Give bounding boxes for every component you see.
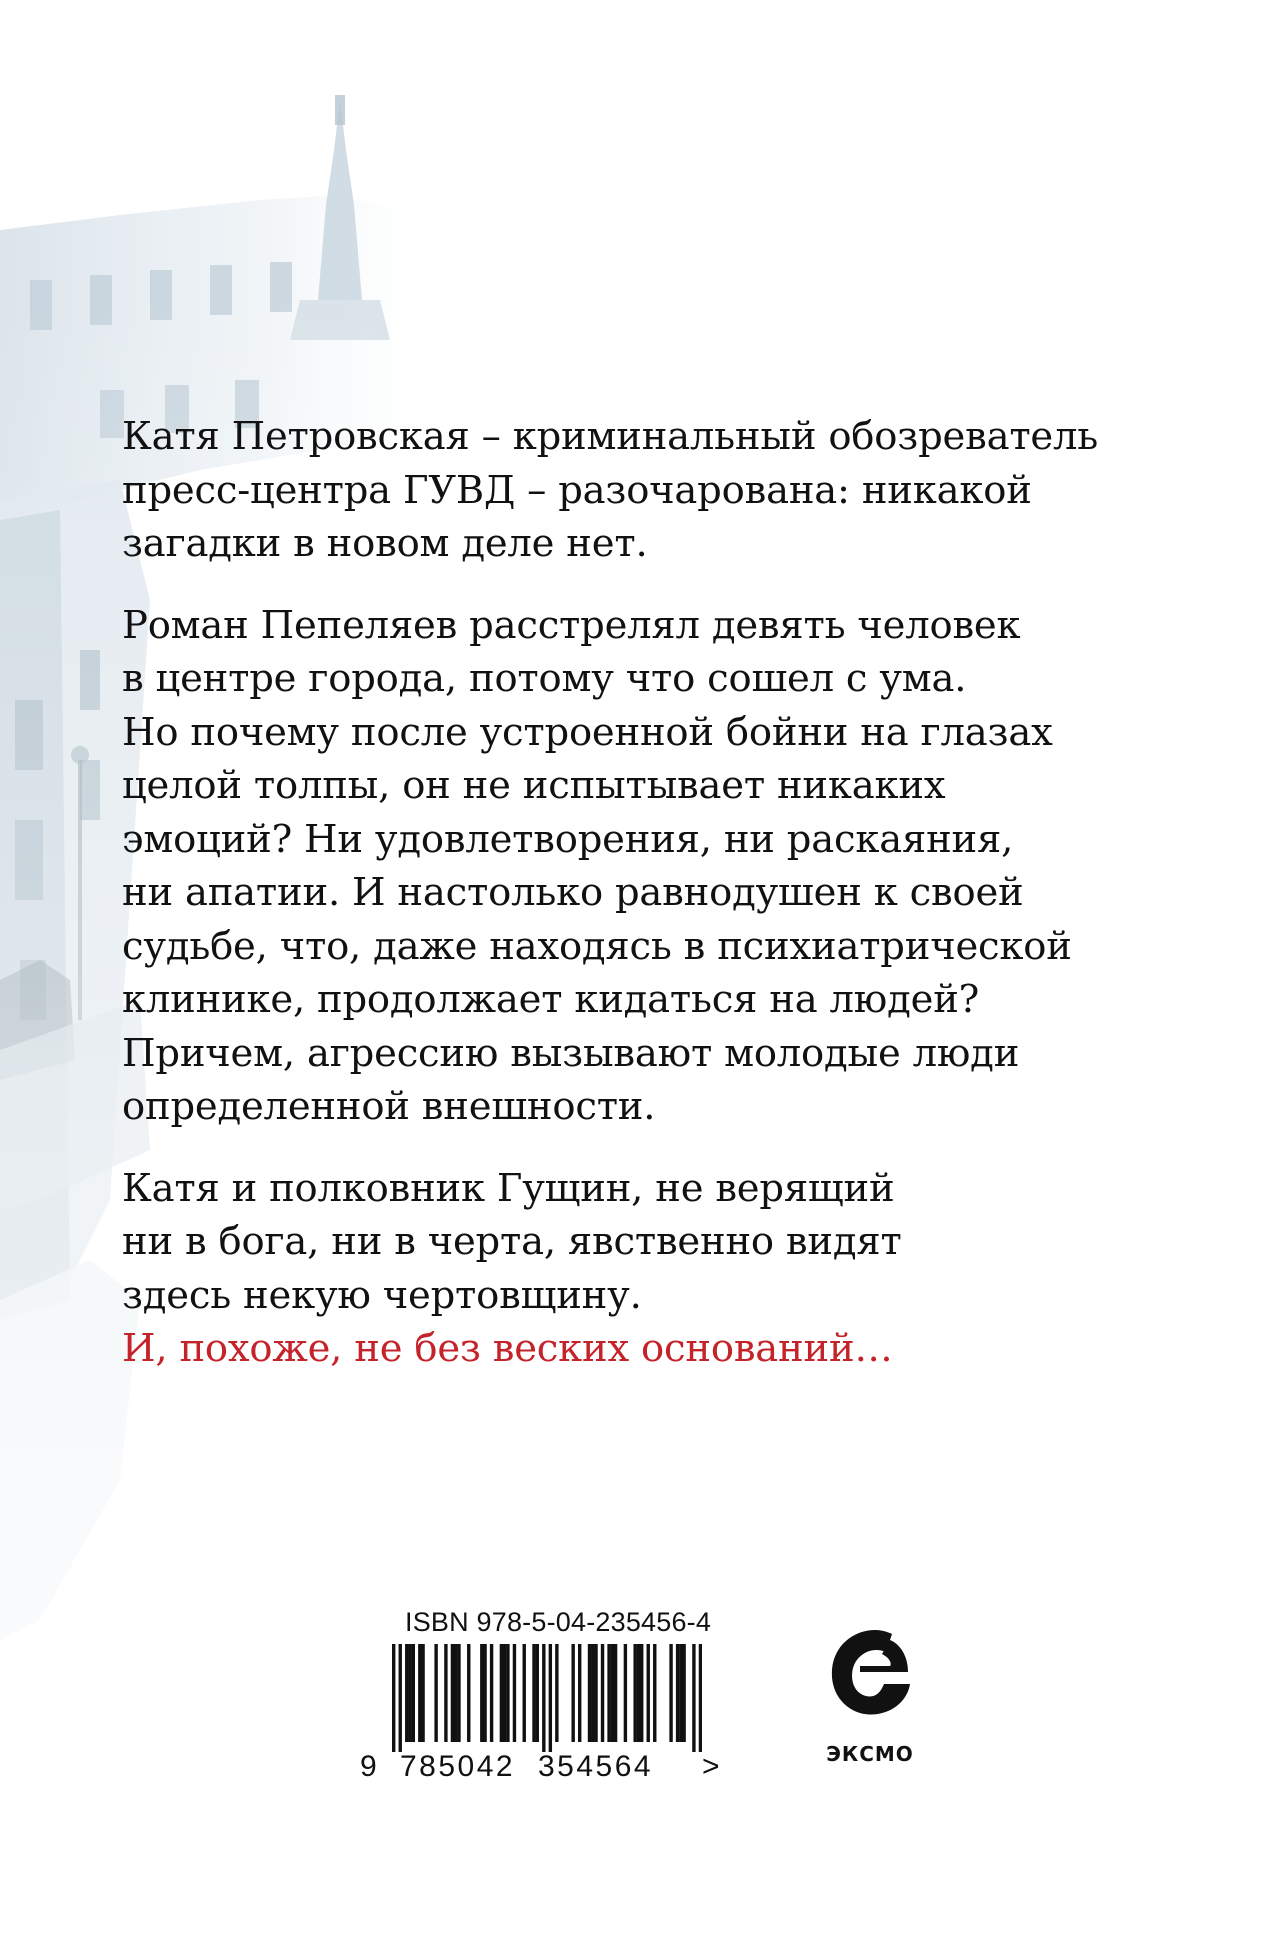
barcode-bar <box>444 1644 447 1742</box>
blurb-text <box>122 410 1162 1404</box>
barcode-bar <box>594 1644 597 1742</box>
barcode-bar <box>421 1644 424 1742</box>
barcode-bar <box>555 1644 558 1742</box>
blurb-line: целой толпы, он не испытывает никаких <box>122 763 946 808</box>
barcode-bar <box>633 1644 636 1742</box>
barcode-bar <box>480 1644 483 1742</box>
barcode-bar <box>607 1644 610 1742</box>
barcode-bar <box>692 1644 695 1752</box>
blurb-line: Роман Пепеляев расстрелял девять человек <box>122 602 1021 648</box>
barcode-bar <box>549 1644 552 1752</box>
barcode-bar <box>392 1644 395 1752</box>
blurb-paragraph-2 <box>122 599 1162 1134</box>
barcode-right-digits: 354564 <box>538 1750 654 1783</box>
blurb-paragraph-3 <box>122 1162 1162 1376</box>
barcode-bar <box>513 1644 516 1742</box>
blurb-line: эмоций? Ни удовлетворения, ни раскаяния, <box>122 816 1014 862</box>
barcode-bar <box>405 1644 408 1742</box>
barcode-bar <box>640 1644 643 1742</box>
barcode-bar <box>451 1644 454 1742</box>
publisher-name: ЭКСМО <box>826 1742 914 1766</box>
barcode-bar <box>412 1644 415 1742</box>
blurb-line: Катя и полковник Гущин, не верящий <box>122 1165 895 1211</box>
barcode-quiet-zone-mark: > <box>702 1750 720 1783</box>
barcode-bar <box>434 1644 437 1742</box>
barcode-bar <box>503 1644 506 1742</box>
blurb-line: Причем, агрессию вызывают молодые люди <box>122 1030 1020 1076</box>
blurb-line: Но почему после устроенной бойни на глазах <box>122 709 1053 755</box>
barcode-bar <box>536 1644 539 1742</box>
blurb-line: ни в бога, ни в черта, явственно видят <box>122 1219 902 1264</box>
barcode-bar <box>614 1644 617 1742</box>
barcode-bar <box>699 1644 702 1752</box>
barcode-bar <box>418 1644 421 1742</box>
barcode-bar <box>500 1644 503 1742</box>
blurb-line: Катя Петровская – криминальный обозреватель <box>122 414 1099 459</box>
barcode-bar <box>611 1644 614 1742</box>
barcode-first-digit: 9 <box>360 1750 377 1783</box>
barcode-bar <box>676 1644 679 1742</box>
barcode-bar <box>454 1644 457 1742</box>
barcode-bar <box>601 1644 604 1742</box>
isbn-label: ISBN 978-5-04-235456-4 <box>405 1607 712 1637</box>
barcode-left-digits: 785042 <box>400 1750 516 1783</box>
barcode-bar <box>591 1644 594 1742</box>
blurb-accent-line: И, похоже, не без веских оснований… <box>122 1326 893 1371</box>
barcode-bar <box>542 1644 545 1752</box>
blurb-line: определенной внешности. <box>122 1084 656 1129</box>
barcode-bar <box>483 1644 486 1742</box>
barcode-bar <box>523 1644 526 1742</box>
barcode-bar <box>588 1644 591 1742</box>
barcode-bar <box>653 1644 656 1742</box>
barcode-bar <box>467 1644 470 1742</box>
barcode-bar <box>457 1644 460 1742</box>
blurb-line: загадки в новом деле нет. <box>122 521 648 566</box>
eksmo-logo-icon <box>820 1620 920 1740</box>
barcode-bar <box>679 1644 682 1742</box>
blurb-line: ни апатии. И настолько равнодушен к своей <box>122 870 1024 915</box>
barcode-bar <box>669 1644 672 1742</box>
barcode-bar <box>532 1644 535 1742</box>
barcode-bar <box>408 1644 411 1742</box>
blurb-line: клинике, продолжает кидаться на людей? <box>122 977 980 1022</box>
blurb-line: в центре города, потому что сошел с ума. <box>122 656 967 701</box>
barcode-bar <box>506 1644 509 1742</box>
blurb-line: пресс-центра ГУВД – разочарована: никакой <box>122 467 1032 513</box>
barcode-bar <box>682 1644 685 1742</box>
barcode-bar <box>571 1644 574 1742</box>
barcode-bar <box>637 1644 640 1742</box>
blurb-paragraph-1 <box>122 410 1162 571</box>
barcode-bar <box>399 1644 402 1752</box>
blurb-line: судьбе, что, даже находясь в психиатрической <box>122 923 1072 969</box>
blurb-line: здесь некую чертовщину. <box>122 1272 642 1318</box>
barcode-bar <box>490 1644 493 1742</box>
barcode-bar <box>578 1644 581 1742</box>
barcode-bar <box>647 1644 650 1742</box>
barcode <box>392 1644 702 1752</box>
barcode-bar <box>624 1644 627 1742</box>
